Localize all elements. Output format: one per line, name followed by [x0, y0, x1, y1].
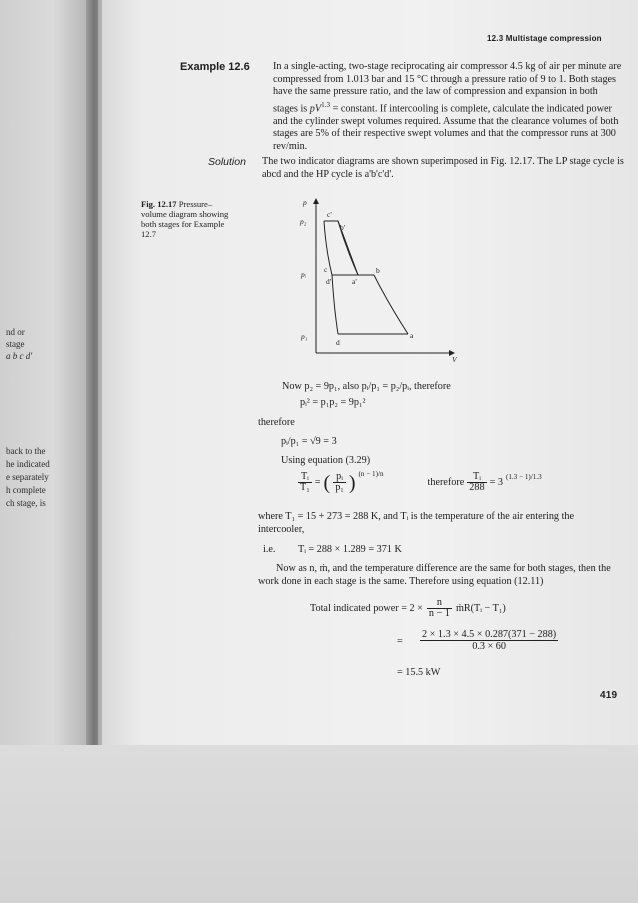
equation-temperature-ratio: $\frac{\text{Tᵢ}}{\text{T₁}}$ = ( $\frac{\text{pᵢ}}{\text{p₁}}$ ) $^{(n - 1)/n}$ therefore $\frac{\text{Tᵢ}}{288}$ = 3 $^{(1.3 - 1)/1.3}$: [300, 469, 542, 494]
solution-label: Solution: [208, 156, 246, 168]
point-c: c: [324, 265, 328, 274]
point-a-prime: a': [352, 277, 357, 286]
eq-mid: =: [314, 477, 321, 488]
math-where: where T₁ = 15 + 273 = 288 K, and Tᵢ is the temperature of the air entering the: [258, 511, 575, 522]
eq-exponent: (n − 1)/n: [358, 469, 384, 478]
p2-label: p₂: [300, 217, 307, 226]
figure-number: Fig. 12.17: [141, 199, 177, 209]
left-fragment: back to the: [6, 446, 46, 456]
calc-equals: =: [397, 636, 403, 647]
eq-r-val: = 3: [489, 477, 503, 488]
eq-inner-num: pᵢ: [333, 472, 346, 483]
left-fragment: nd or: [6, 327, 25, 337]
lp-compression-curve: [374, 275, 408, 334]
point-c-prime: c': [327, 210, 332, 219]
eq-r-num: Tᵢ: [467, 472, 486, 483]
math-using: Using equation (3.29): [281, 455, 371, 466]
power-frac-den: n − 1: [428, 608, 450, 619]
math-now-para: Now as n, ṁ, and the temperature difference are the same for both stages, then the work done in each stage is the same. Therefore using equation (12.11): [258, 563, 611, 587]
running-head: 12.3 Multistage compression: [487, 34, 602, 43]
math-line-now: Now p₂ = 9p₁, also pᵢ/p₁ = p₂/pᵢ, therefore: [282, 381, 451, 392]
power-tail: ṁR(Tᵢ − T₁): [455, 603, 506, 614]
math-line-pi2: pᵢ² = p₁p₂ = 9p₁²: [300, 397, 366, 408]
power-label: Total indicated power = 2 ×: [310, 603, 423, 614]
solution-text: The two indicator diagrams are shown superimposed in Fig. 12.17. The LP stage cycle is abcd and the HP cycle is a'b'c'd'.: [262, 156, 624, 180]
math-ti-result: Tᵢ = 288 × 1.289 = 371 K: [298, 544, 402, 555]
left-page-edge: [0, 0, 98, 760]
pv-diagram: [292, 193, 462, 365]
result: = 15.5 kW: [397, 667, 441, 678]
left-fragment: stage: [6, 339, 25, 349]
point-b-prime: b': [340, 223, 346, 232]
point-a: a: [410, 331, 414, 340]
book-gutter: [86, 0, 102, 760]
eq-r-den: 288: [469, 482, 485, 493]
math-therefore: therefore: [258, 417, 295, 428]
eq-inner-den: p₁: [335, 482, 344, 493]
left-fragment: ch stage, is: [6, 498, 46, 508]
example-text: In a single-acting, two-stage reciprocating air compressor 4.5 kg of air per minute are compressed from 1.013 bar and 15 °C through a pressure ratio of 9 to 1. Both stages have the same pressure ratio, and the law of compression and expansion in both stages is $pV^{1.3}$ = constant. If intercooling is complete, calculate the indicated power and the cylinder swept volumes required. Assume that the clearance volumes of both stages are 5% of their respective swept volumes and that the compressor runs at 300 rev/min.: [273, 61, 622, 152]
point-d: d: [336, 338, 340, 347]
point-b: b: [376, 266, 380, 275]
eq-lhs-num: Tᵢ: [298, 472, 312, 483]
math-intercooler: intercooler,: [258, 524, 305, 535]
left-fragment: a b c d': [6, 351, 33, 361]
eq-r-exponent: (1.3 − 1)/1.3: [505, 472, 542, 481]
math-ratio: pᵢ/p₁ = √9 = 3: [281, 436, 337, 447]
example-label: Example 12.6: [180, 61, 250, 73]
left-fragment: h complete: [6, 485, 46, 495]
axis-p-label: p: [303, 198, 307, 207]
page-number: 419: [600, 690, 618, 701]
left-fragment: he indicated: [6, 459, 50, 469]
eq-lhs-den: T₁: [300, 482, 310, 493]
pi-label: pᵢ: [301, 270, 306, 279]
figure-caption: [141, 199, 233, 239]
math-ie: i.e.: [263, 544, 276, 555]
eq-therefore: therefore: [427, 477, 465, 488]
point-d-prime: d': [326, 277, 332, 286]
lp-expansion-curve: [332, 275, 338, 334]
calc-denominator: 0.3 × 60: [472, 641, 506, 652]
calc-fraction: [420, 629, 558, 652]
left-fragment: e separately: [6, 472, 49, 482]
axis-v-label: V: [452, 355, 457, 364]
power-frac-num: n: [427, 598, 452, 609]
p1-label: p₁: [301, 332, 308, 341]
equation-total-power: [310, 598, 506, 619]
bottom-margin: [0, 745, 638, 903]
figure-caption-text: Pressure–volume diagram showing both stages for Example 12.7: [141, 199, 229, 239]
calc-numerator: 2 × 1.3 × 4.5 × 0.287(371 − 288): [422, 629, 557, 640]
